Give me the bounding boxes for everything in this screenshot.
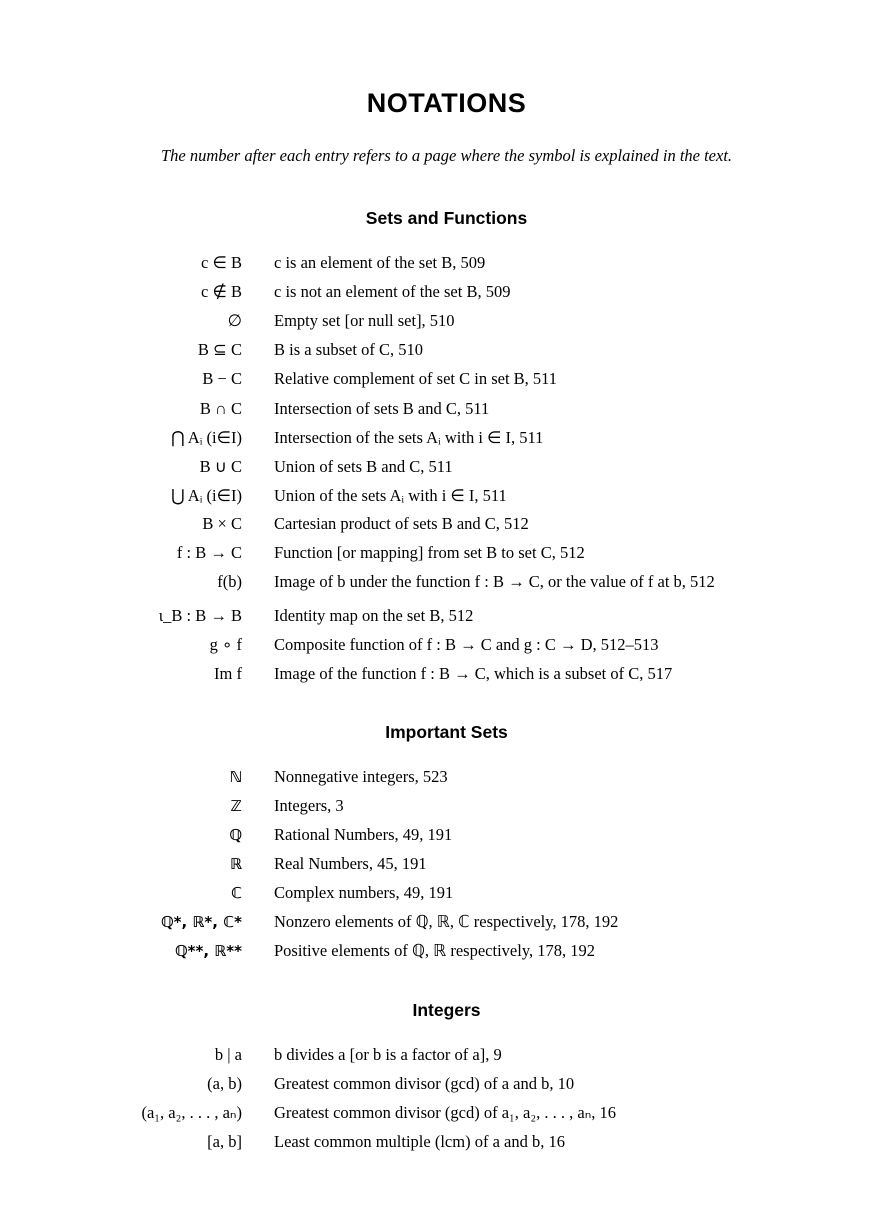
notation-symbol: ⋂ Aᵢ (i∈I) [171,428,242,447]
notation-entry [0,824,893,846]
notation-entry [0,339,893,361]
notation-symbol: ℕ [229,768,242,786]
notation-description: c is not an element of the set B, 509 [274,282,511,301]
notation-description: Image of b under the function f : B → C, or the value of f at b, 512 [274,572,715,591]
notation-description: Least common multiple (lcm) of a and b, 16 [274,1132,565,1151]
notation-symbol: ℚ*, ℝ*, ℂ* [160,913,242,931]
notation-description: Greatest common divisor (gcd) of a₁, a₂, . . . , aₙ, 16 [274,1103,617,1122]
notation-description: Image of the function f : B → C, which is a subset of C, 517 [274,664,673,683]
notation-description: Cartesian product of sets B and C, 512 [274,514,529,533]
notation-description: Complex numbers, 49, 191 [274,883,454,902]
notation-description: B is a subset of C, 510 [274,340,423,359]
notation-symbol: Im f [214,664,242,683]
notation-description: Real Numbers, 45, 191 [274,854,427,873]
notation-entry [0,1044,893,1066]
section-heading: Sets and Functions [365,208,528,228]
notation-entry [0,853,893,875]
notation-entry [0,1131,893,1153]
page-title: NOTATIONS [366,88,527,118]
intro-note: The number after each entry refers to a page where the symbol is explained in the text. [160,146,733,165]
notation-symbol: B − C [202,369,242,388]
notation-description: b divides a [or b is a factor of a], 9 [274,1045,502,1064]
notation-description: Union of the sets Aᵢ with i ∈ I, 511 [274,486,507,505]
notation-symbol: ℂ [230,884,242,902]
notation-symbol: [a, b] [207,1132,242,1151]
notation-entry [0,571,893,593]
notation-symbol: g ∘ f [209,635,242,654]
notation-symbol: ⋃ Aᵢ (i∈I) [171,486,242,505]
notation-entry [0,456,893,478]
notation-symbol: ∅ [227,311,242,330]
notation-description: Relative complement of set C in set B, 511 [274,369,558,388]
notation-symbol: c ∉ B [201,282,242,301]
notation-symbol: ℤ [230,797,242,815]
notation-symbol: b | a [214,1045,242,1064]
notation-description: c is an element of the set B, 509 [274,253,486,272]
notation-symbol: ℚ**, ℝ** [174,942,242,960]
notation-entry [0,634,893,656]
notation-symbol: ℝ [229,855,242,873]
notation-entry [0,882,893,904]
notation-description: Composite function of f : B → C and g : C → D, 512–513 [274,635,659,654]
notation-description: Nonnegative integers, 523 [274,767,448,786]
notation-description: Function [or mapping] from set B to set C, 512 [274,543,585,562]
notation-description: Integers, 3 [274,796,344,815]
notation-entry [0,310,893,332]
notation-entry [0,1073,893,1095]
notation-symbol: (a, b) [207,1074,242,1093]
notation-symbol: B ∪ C [199,457,242,476]
notation-description: Union of sets B and C, 511 [274,457,453,476]
notation-symbol: B × C [202,514,242,533]
notation-entry [0,911,893,933]
notation-entry [0,485,893,507]
notation-description: Empty set [or null set], 510 [274,311,455,330]
notation-entry [0,605,893,627]
notation-entry [0,1102,893,1124]
notation-symbol: B ∩ C [199,399,242,418]
notation-symbol: (a₁, a₂, . . . , aₙ) [141,1103,242,1122]
notation-entry [0,281,893,303]
notation-entry [0,542,893,564]
notation-entry [0,513,893,535]
notation-symbol: ℚ [229,826,242,844]
notation-symbol: f : B → C [176,543,242,562]
notation-symbol: ι_B : B → B [158,606,242,625]
notation-description: Intersection of the sets Aᵢ with i ∈ I, 511 [274,428,544,447]
section-heading: Important Sets [385,722,508,742]
notation-symbol: f(b) [217,572,242,591]
notation-description: Identity map on the set B, 512 [274,606,474,625]
notation-entry [0,663,893,685]
section-heading: Integers [412,1000,481,1020]
notation-entry [0,252,893,274]
notation-symbol: c ∈ B [201,253,242,272]
notation-symbol: B ⊆ C [197,340,242,359]
notation-description: Rational Numbers, 49, 191 [274,825,453,844]
notation-description: Nonzero elements of ℚ, ℝ, ℂ respectively, 178, 192 [274,912,619,931]
notation-entry [0,427,893,449]
notation-description: Greatest common divisor (gcd) of a and b, 10 [274,1074,575,1093]
notation-entry [0,398,893,420]
notation-entry [0,795,893,817]
notation-entry [0,940,893,962]
notation-description: Positive elements of ℚ, ℝ respectively, 178, 192 [274,941,596,960]
notation-description: Intersection of sets B and C, 511 [274,399,490,418]
notation-entry [0,766,893,788]
notation-entry [0,368,893,390]
